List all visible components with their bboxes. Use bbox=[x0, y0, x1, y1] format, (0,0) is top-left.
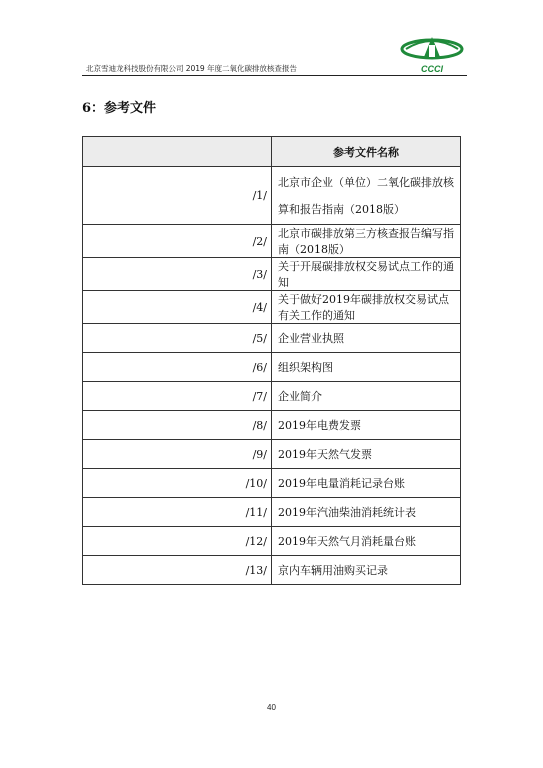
ref-name: 2019年电量消耗记录台账 bbox=[272, 469, 461, 498]
table-row bbox=[83, 258, 461, 291]
table-row bbox=[83, 411, 461, 440]
ref-name: 企业简介 bbox=[272, 382, 461, 411]
table-row bbox=[83, 527, 461, 556]
ref-name: 2019年天然气月消耗量台账 bbox=[272, 527, 461, 556]
logo-text: CCCI bbox=[421, 64, 443, 74]
table-header-title: 参考文件名称 bbox=[272, 137, 461, 167]
ref-name: 组织架构图 bbox=[272, 353, 461, 382]
ref-name: 关于开展碳排放权交易试点工作的通知 bbox=[272, 258, 461, 291]
ref-number: /5/ bbox=[83, 324, 272, 353]
ref-number: /1/ bbox=[83, 167, 272, 225]
table-row bbox=[83, 469, 461, 498]
table-row bbox=[83, 324, 461, 353]
ref-number: /12/ bbox=[83, 527, 272, 556]
ref-name: 京内车辆用油购买记录 bbox=[272, 556, 461, 585]
header-rule bbox=[82, 75, 467, 76]
ref-name: 北京市企业（单位）二氧化碳排放核算和报告指南（2018版） bbox=[272, 167, 461, 225]
ref-name: 2019年天然气发票 bbox=[272, 440, 461, 469]
section-title: 6：参考文件 bbox=[82, 101, 157, 116]
table-row bbox=[83, 498, 461, 527]
header-text: 北京雪迪龙科技股份有限公司 2019 年度二氧化碳排放核查报告 bbox=[86, 64, 297, 73]
ref-number: /7/ bbox=[83, 382, 272, 411]
ref-name: 北京市碳排放第三方核查报告编写指南（2018版） bbox=[272, 225, 461, 258]
ref-number: /13/ bbox=[83, 556, 272, 585]
ccci-logo bbox=[400, 31, 464, 75]
ref-name: 企业营业执照 bbox=[272, 324, 461, 353]
table-row bbox=[83, 167, 461, 225]
ref-name: 关于做好2019年碳排放权交易试点有关工作的通知 bbox=[272, 291, 461, 324]
ref-name: 2019年电费发票 bbox=[272, 411, 461, 440]
ref-name: 2019年汽油柴油消耗统计表 bbox=[272, 498, 461, 527]
page-number: 40 bbox=[267, 703, 276, 712]
ref-number: /8/ bbox=[83, 411, 272, 440]
table-row bbox=[83, 556, 461, 585]
logo-gap bbox=[429, 45, 435, 57]
table-row bbox=[83, 225, 461, 258]
ref-number: /2/ bbox=[83, 225, 272, 258]
ref-number: /3/ bbox=[83, 258, 272, 291]
table-header-num bbox=[83, 137, 272, 167]
ref-number: /11/ bbox=[83, 498, 272, 527]
reference-table bbox=[82, 136, 461, 585]
table-row bbox=[83, 382, 461, 411]
ref-number: /6/ bbox=[83, 353, 272, 382]
ref-number: /10/ bbox=[83, 469, 272, 498]
table-header-row bbox=[83, 137, 461, 167]
table-row bbox=[83, 440, 461, 469]
ref-number: /4/ bbox=[83, 291, 272, 324]
table-row bbox=[83, 353, 461, 382]
ref-number: /9/ bbox=[83, 440, 272, 469]
table-row bbox=[83, 291, 461, 324]
